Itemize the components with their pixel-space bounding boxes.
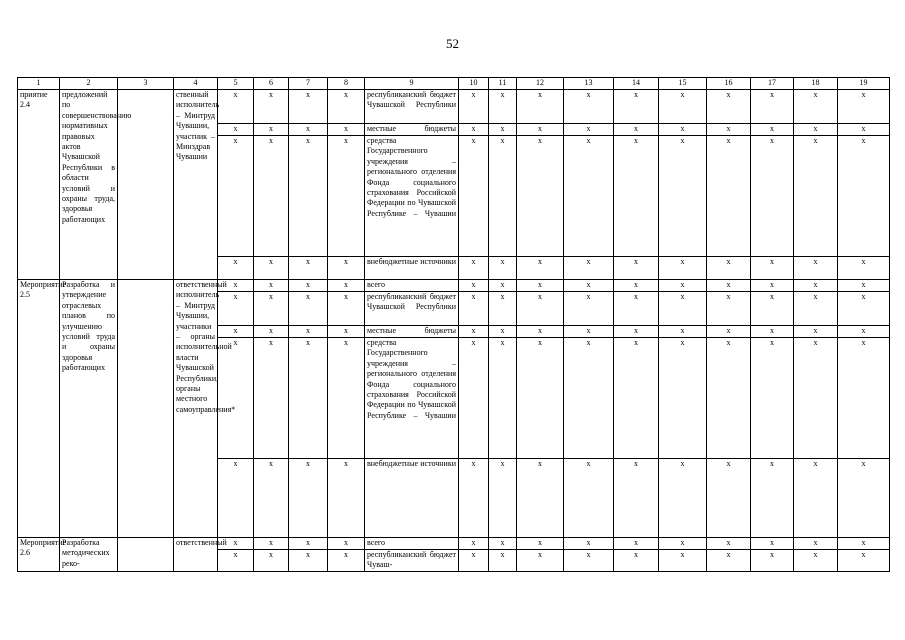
header-cell: 12 bbox=[517, 78, 564, 90]
x-cell: x bbox=[794, 338, 838, 459]
x-cell: x bbox=[707, 326, 751, 338]
x-cell: x bbox=[838, 292, 890, 326]
x-cell: x bbox=[614, 280, 659, 292]
x-cell: x bbox=[254, 326, 289, 338]
x-cell: x bbox=[564, 124, 614, 136]
empty-cell bbox=[118, 538, 174, 572]
source-cell: местные бюджеты bbox=[365, 124, 459, 136]
source-cell: всего bbox=[365, 538, 459, 550]
x-cell: x bbox=[328, 292, 365, 326]
x-cell: x bbox=[564, 280, 614, 292]
x-cell: x bbox=[838, 124, 890, 136]
header-cell: 4 bbox=[174, 78, 218, 90]
x-cell: x bbox=[517, 292, 564, 326]
x-cell: x bbox=[794, 280, 838, 292]
x-cell: x bbox=[328, 550, 365, 572]
source-cell: средства Государственного учреждения – регионального отделения Фонда социального страхования Российской Федерации по Чувашской Республике – Чувашии bbox=[365, 338, 459, 459]
x-cell: x bbox=[751, 550, 794, 572]
x-cell: x bbox=[289, 257, 328, 280]
x-cell: x bbox=[459, 257, 489, 280]
x-cell: x bbox=[218, 326, 254, 338]
header-row bbox=[18, 78, 890, 90]
x-cell: x bbox=[254, 550, 289, 572]
x-cell: x bbox=[289, 90, 328, 124]
x-cell: x bbox=[254, 338, 289, 459]
x-cell: x bbox=[838, 136, 890, 257]
x-cell: x bbox=[459, 136, 489, 257]
x-cell: x bbox=[489, 538, 517, 550]
header-cell: 5 bbox=[218, 78, 254, 90]
x-cell: x bbox=[564, 459, 614, 538]
data-row bbox=[18, 280, 890, 292]
x-cell: x bbox=[707, 124, 751, 136]
source-cell: средства Государственного учреждения – регионального отделения Фонда социального страхования Российской Федерации по Чувашской Республике – Чувашии bbox=[365, 136, 459, 257]
source-cell: республиканский бюджет Чуваш- bbox=[365, 550, 459, 572]
x-cell: x bbox=[707, 459, 751, 538]
x-cell: x bbox=[794, 90, 838, 124]
x-cell: x bbox=[459, 292, 489, 326]
x-cell: x bbox=[794, 538, 838, 550]
x-cell: x bbox=[254, 124, 289, 136]
x-cell: x bbox=[794, 326, 838, 338]
x-cell: x bbox=[218, 136, 254, 257]
x-cell: x bbox=[614, 292, 659, 326]
x-cell: x bbox=[614, 338, 659, 459]
x-cell: x bbox=[838, 326, 890, 338]
x-cell: x bbox=[254, 280, 289, 292]
x-cell: x bbox=[517, 136, 564, 257]
x-cell: x bbox=[328, 124, 365, 136]
x-cell: x bbox=[794, 459, 838, 538]
header-cell: 13 bbox=[564, 78, 614, 90]
x-cell: x bbox=[218, 338, 254, 459]
x-cell: x bbox=[328, 90, 365, 124]
x-cell: x bbox=[751, 538, 794, 550]
x-cell: x bbox=[838, 338, 890, 459]
x-cell: x bbox=[794, 124, 838, 136]
x-cell: x bbox=[751, 326, 794, 338]
x-cell: x bbox=[489, 338, 517, 459]
x-cell: x bbox=[218, 90, 254, 124]
x-cell: x bbox=[707, 292, 751, 326]
x-cell: x bbox=[838, 538, 890, 550]
x-cell: x bbox=[459, 124, 489, 136]
x-cell: x bbox=[614, 550, 659, 572]
x-cell: x bbox=[751, 124, 794, 136]
x-cell: x bbox=[489, 326, 517, 338]
page-number: 52 bbox=[446, 36, 459, 51]
header-cell: 18 bbox=[794, 78, 838, 90]
x-cell: x bbox=[794, 257, 838, 280]
x-cell: x bbox=[254, 459, 289, 538]
x-cell: x bbox=[751, 292, 794, 326]
x-cell: x bbox=[459, 538, 489, 550]
header-cell: 16 bbox=[707, 78, 751, 90]
x-cell: x bbox=[707, 280, 751, 292]
x-cell: x bbox=[289, 550, 328, 572]
header-cell: 17 bbox=[751, 78, 794, 90]
x-cell: x bbox=[218, 538, 254, 550]
x-cell: x bbox=[659, 124, 707, 136]
x-cell: x bbox=[614, 459, 659, 538]
x-cell: x bbox=[659, 280, 707, 292]
header-cell: 19 bbox=[838, 78, 890, 90]
x-cell: x bbox=[489, 257, 517, 280]
x-cell: x bbox=[564, 90, 614, 124]
program-table bbox=[17, 77, 890, 572]
header-cell: 2 bbox=[60, 78, 118, 90]
x-cell: x bbox=[614, 538, 659, 550]
x-cell: x bbox=[564, 538, 614, 550]
x-cell: x bbox=[614, 257, 659, 280]
source-cell: всего bbox=[365, 280, 459, 292]
header-cell: 10 bbox=[459, 78, 489, 90]
measure-name-cell: Разработка методических реко- bbox=[60, 538, 118, 572]
source-cell: республиканский бюджет Чувашской Республики bbox=[365, 292, 459, 326]
x-cell: x bbox=[218, 280, 254, 292]
x-cell: x bbox=[751, 257, 794, 280]
x-cell: x bbox=[564, 136, 614, 257]
x-cell: x bbox=[459, 550, 489, 572]
measure-cell: приятие 2.4 bbox=[18, 90, 60, 280]
x-cell: x bbox=[459, 90, 489, 124]
x-cell: x bbox=[289, 124, 328, 136]
x-cell: x bbox=[517, 326, 564, 338]
x-cell: x bbox=[751, 136, 794, 257]
x-cell: x bbox=[564, 338, 614, 459]
x-cell: x bbox=[659, 338, 707, 459]
x-cell: x bbox=[614, 124, 659, 136]
x-cell: x bbox=[517, 257, 564, 280]
x-cell: x bbox=[517, 538, 564, 550]
x-cell: x bbox=[707, 538, 751, 550]
x-cell: x bbox=[517, 550, 564, 572]
x-cell: x bbox=[707, 550, 751, 572]
x-cell: x bbox=[794, 136, 838, 257]
x-cell: x bbox=[328, 326, 365, 338]
x-cell: x bbox=[751, 90, 794, 124]
measure-cell: Мероприятие 2.6 bbox=[18, 538, 60, 572]
x-cell: x bbox=[254, 257, 289, 280]
x-cell: x bbox=[289, 459, 328, 538]
x-cell: x bbox=[328, 257, 365, 280]
executor-cell: ственный исполнитель – Минтруд Чувашии, участник – Минздрав Чувашии bbox=[174, 90, 218, 280]
x-cell: x bbox=[838, 90, 890, 124]
x-cell: x bbox=[564, 326, 614, 338]
x-cell: x bbox=[459, 459, 489, 538]
header-cell: 7 bbox=[289, 78, 328, 90]
x-cell: x bbox=[328, 538, 365, 550]
x-cell: x bbox=[489, 124, 517, 136]
x-cell: x bbox=[614, 136, 659, 257]
x-cell: x bbox=[707, 257, 751, 280]
measure-cell: Мероприятие 2.5 bbox=[18, 280, 60, 538]
header-cell: 9 bbox=[365, 78, 459, 90]
header-cell: 15 bbox=[659, 78, 707, 90]
x-cell: x bbox=[614, 326, 659, 338]
x-cell: x bbox=[517, 90, 564, 124]
x-cell: x bbox=[707, 338, 751, 459]
x-cell: x bbox=[517, 124, 564, 136]
header-cell: 6 bbox=[254, 78, 289, 90]
x-cell: x bbox=[751, 459, 794, 538]
x-cell: x bbox=[707, 136, 751, 257]
x-cell: x bbox=[659, 550, 707, 572]
data-row bbox=[18, 538, 890, 550]
source-cell: внебюджетные источники bbox=[365, 257, 459, 280]
x-cell: x bbox=[564, 257, 614, 280]
x-cell: x bbox=[838, 550, 890, 572]
x-cell: x bbox=[659, 257, 707, 280]
x-cell: x bbox=[751, 338, 794, 459]
x-cell: x bbox=[489, 90, 517, 124]
x-cell: x bbox=[794, 292, 838, 326]
executor-cell: ответственный исполнитель – Минтруд Чувашии, участники – органы исполнительной власти Чувашской Республики, органы местного самоуправления* bbox=[174, 280, 218, 538]
x-cell: x bbox=[218, 550, 254, 572]
source-cell: внебюджетные источники bbox=[365, 459, 459, 538]
x-cell: x bbox=[459, 326, 489, 338]
header-cell: 11 bbox=[489, 78, 517, 90]
x-cell: x bbox=[614, 90, 659, 124]
data-row bbox=[18, 90, 890, 124]
x-cell: x bbox=[794, 550, 838, 572]
x-cell: x bbox=[489, 459, 517, 538]
x-cell: x bbox=[659, 459, 707, 538]
x-cell: x bbox=[659, 292, 707, 326]
x-cell: x bbox=[289, 538, 328, 550]
x-cell: x bbox=[659, 90, 707, 124]
x-cell: x bbox=[254, 90, 289, 124]
empty-cell bbox=[118, 280, 174, 538]
x-cell: x bbox=[489, 550, 517, 572]
x-cell: x bbox=[328, 459, 365, 538]
x-cell: x bbox=[328, 136, 365, 257]
x-cell: x bbox=[218, 292, 254, 326]
x-cell: x bbox=[707, 90, 751, 124]
x-cell: x bbox=[489, 136, 517, 257]
x-cell: x bbox=[289, 292, 328, 326]
x-cell: x bbox=[838, 257, 890, 280]
x-cell: x bbox=[289, 338, 328, 459]
measure-name-cell: предложений по совершенствованию нормативных правовых актов Чувашской Республики в области условий и охраны труда, здоровья работающих bbox=[60, 90, 118, 280]
x-cell: x bbox=[517, 338, 564, 459]
x-cell: x bbox=[328, 280, 365, 292]
x-cell: x bbox=[564, 292, 614, 326]
x-cell: x bbox=[218, 459, 254, 538]
x-cell: x bbox=[489, 292, 517, 326]
source-cell: республиканский бюджет Чувашской Республики bbox=[365, 90, 459, 124]
x-cell: x bbox=[328, 338, 365, 459]
x-cell: x bbox=[254, 136, 289, 257]
x-cell: x bbox=[838, 280, 890, 292]
source-cell: местные бюджеты bbox=[365, 326, 459, 338]
x-cell: x bbox=[459, 280, 489, 292]
executor-cell: ответственный bbox=[174, 538, 218, 572]
x-cell: x bbox=[289, 136, 328, 257]
header-cell: 3 bbox=[118, 78, 174, 90]
x-cell: x bbox=[751, 280, 794, 292]
x-cell: x bbox=[659, 538, 707, 550]
x-cell: x bbox=[459, 338, 489, 459]
x-cell: x bbox=[517, 280, 564, 292]
x-cell: x bbox=[218, 124, 254, 136]
header-cell: 14 bbox=[614, 78, 659, 90]
x-cell: x bbox=[659, 136, 707, 257]
x-cell: x bbox=[564, 550, 614, 572]
x-cell: x bbox=[517, 459, 564, 538]
x-cell: x bbox=[289, 326, 328, 338]
x-cell: x bbox=[659, 326, 707, 338]
x-cell: x bbox=[218, 257, 254, 280]
header-cell: 1 bbox=[18, 78, 60, 90]
x-cell: x bbox=[254, 292, 289, 326]
x-cell: x bbox=[838, 459, 890, 538]
header-cell: 8 bbox=[328, 78, 365, 90]
x-cell: x bbox=[254, 538, 289, 550]
x-cell: x bbox=[489, 280, 517, 292]
x-cell: x bbox=[289, 280, 328, 292]
measure-name-cell: Разработка и утверждение отраслевых планов по улучшению условий труда и охраны здоровья работающих bbox=[60, 280, 118, 538]
